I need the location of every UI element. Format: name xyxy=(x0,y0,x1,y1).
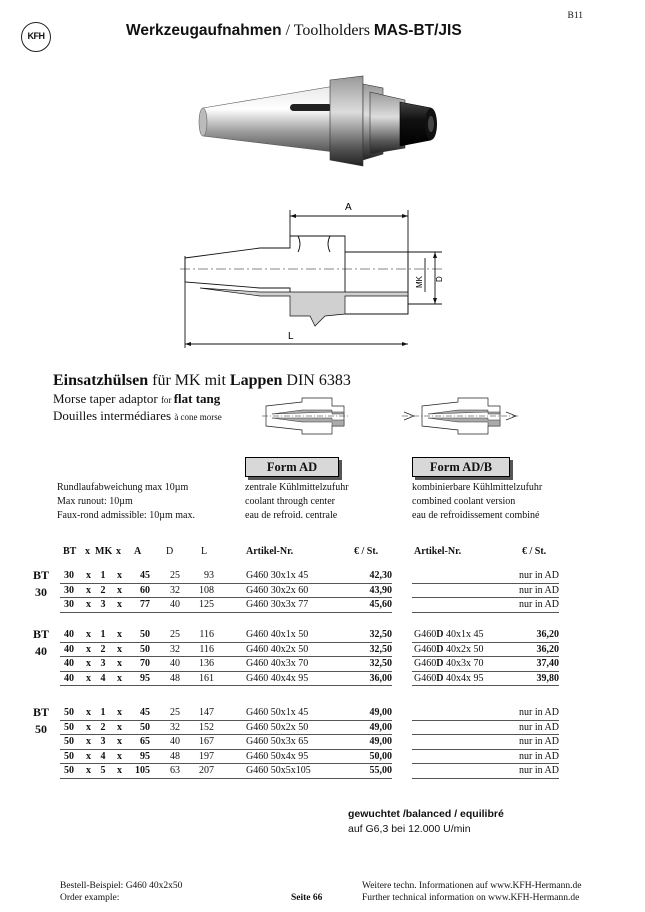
cell-d: 40 xyxy=(170,658,180,670)
cell-a: 95 xyxy=(140,672,150,684)
row-rule xyxy=(335,778,392,779)
cell-mk: 3 xyxy=(100,736,106,748)
row-rule xyxy=(60,778,335,779)
cell-article: G460 50x1x 45 xyxy=(246,707,309,718)
article-2-prefix: G460 xyxy=(414,629,437,640)
dim-l-label: L xyxy=(288,331,294,342)
table-row xyxy=(0,598,645,612)
table-row xyxy=(0,569,645,583)
cell-x: x xyxy=(86,599,91,611)
cell-price: 49,00 xyxy=(369,721,392,733)
cell-d: 40 xyxy=(170,736,180,748)
cell-bt: 30 xyxy=(64,570,74,581)
cell-l: 108 xyxy=(199,584,214,596)
cell-d: 32 xyxy=(170,721,180,733)
order-example-en: Order example: xyxy=(60,893,120,903)
cell-a: 77 xyxy=(140,599,150,611)
group-label-line1: BT xyxy=(32,705,49,719)
col-header-x1: x xyxy=(85,546,90,557)
dim-mk-label: MK xyxy=(415,276,424,288)
title-en-part2: for xyxy=(160,395,174,405)
cell-price-2: 37,40 xyxy=(536,658,559,670)
cell-price-2: nur in AD xyxy=(519,750,559,762)
dim-d-label: D xyxy=(435,276,444,282)
cell-x: x xyxy=(117,736,122,748)
cell-bt: 40 xyxy=(64,658,74,670)
article-2-variant: D xyxy=(436,629,444,640)
cell-l: 147 xyxy=(199,707,214,718)
group-label-line1: BT xyxy=(32,627,49,641)
cell-x: x xyxy=(86,736,91,748)
cell-l: 207 xyxy=(199,765,214,777)
product-title-fr xyxy=(53,408,222,424)
title-en-part3: flat tang xyxy=(173,391,221,406)
cell-l: 125 xyxy=(199,599,214,611)
further-info-en: Further technical information on www.KFH-Hermann.de xyxy=(362,893,580,903)
cell-price-2: nur in AD xyxy=(519,584,559,596)
group-label-line2: 30 xyxy=(35,585,47,599)
cell-d: 32 xyxy=(170,643,180,655)
col-header-price: € / St. xyxy=(354,546,379,557)
cell-mk: 1 xyxy=(100,629,106,640)
title-fr-part1: Douilles intermédiares xyxy=(53,408,175,423)
col-header-mk: MK xyxy=(95,546,113,557)
form-adb-badge: Form AD/B xyxy=(412,457,510,477)
spec-line: eau de refroid. centrale xyxy=(245,510,338,521)
cell-x: x xyxy=(117,584,122,596)
title-standard: MAS-BT/JIS xyxy=(373,22,462,39)
cell-x: x xyxy=(117,570,122,581)
further-info xyxy=(362,880,581,904)
cell-x: x xyxy=(86,750,91,762)
row-rule xyxy=(60,612,335,613)
balance-spec: auf G6,3 bei 12.000 U/min xyxy=(348,823,471,835)
title-de-part2: für MK mit xyxy=(148,372,230,389)
cell-d: 48 xyxy=(170,750,180,762)
cell-x: x xyxy=(86,584,91,596)
cell-price-2: nur in AD xyxy=(519,736,559,748)
row-rule xyxy=(60,685,335,686)
cell-mk: 1 xyxy=(100,707,106,718)
cell-l: 152 xyxy=(199,721,214,733)
cell-a: 65 xyxy=(140,736,150,748)
cell-bt: 30 xyxy=(64,599,74,611)
cell-a: 50 xyxy=(140,721,150,733)
cell-price: 42,30 xyxy=(369,570,392,581)
cell-article: G460 40x1x 50 xyxy=(246,629,309,640)
cell-x: x xyxy=(117,629,122,640)
cell-price: 50,00 xyxy=(369,750,392,762)
table-row xyxy=(0,628,645,642)
article-2-variant: D xyxy=(436,658,444,670)
cell-mk: 5 xyxy=(100,765,106,777)
product-title-de xyxy=(53,372,351,390)
cell-mk: 2 xyxy=(100,584,106,596)
page-code: B11 xyxy=(567,11,583,21)
title-sep: / xyxy=(281,22,294,39)
cell-x: x xyxy=(117,672,122,684)
cell-a: 105 xyxy=(135,765,150,777)
title-en-part1: Morse taper adaptor xyxy=(53,391,161,406)
cell-article-2 xyxy=(414,672,514,686)
cell-price-2: nur in AD xyxy=(519,765,559,777)
article-2-variant: D xyxy=(436,672,444,684)
page-title xyxy=(126,22,462,40)
article-2-prefix: G460 xyxy=(414,643,437,655)
cell-article: G460 40x3x 70 xyxy=(246,658,309,670)
product-title-en xyxy=(53,391,220,407)
spec-form-ad xyxy=(245,481,349,523)
title-de-part1: Einsatzhülsen xyxy=(53,372,149,389)
col-header-bt: BT xyxy=(63,546,77,557)
cell-x: x xyxy=(86,765,91,777)
cell-x: x xyxy=(117,599,122,611)
toolholder-photo xyxy=(195,66,440,188)
cell-mk: 2 xyxy=(100,721,106,733)
article-2-size: 40x3x 70 xyxy=(443,658,484,670)
cell-a: 50 xyxy=(140,629,150,640)
table-row xyxy=(0,657,645,671)
cell-a: 95 xyxy=(140,750,150,762)
cell-bt: 50 xyxy=(64,736,74,748)
cell-bt: 40 xyxy=(64,643,74,655)
spec-line: zentrale Kühlmittelzufuhr xyxy=(245,482,349,493)
cell-article: G460 30x3x 77 xyxy=(246,599,309,611)
cell-x: x xyxy=(86,629,91,640)
group-label-line2: 40 xyxy=(35,644,47,658)
col-header-d: D xyxy=(166,546,174,557)
cell-price: 32,50 xyxy=(369,643,392,655)
row-rule xyxy=(412,612,559,613)
cell-x: x xyxy=(86,672,91,684)
cell-l: 197 xyxy=(199,750,214,762)
row-rule xyxy=(412,685,559,686)
cell-d: 25 xyxy=(170,707,180,718)
cell-price-2: nur in AD xyxy=(519,707,559,718)
cell-bt: 50 xyxy=(64,707,74,718)
technical-drawing xyxy=(180,196,450,352)
cell-article: G460 50x5x105 xyxy=(246,765,311,777)
cell-mk: 2 xyxy=(100,643,106,655)
cell-d: 32 xyxy=(170,584,180,596)
dim-a-label: A xyxy=(345,202,352,213)
cell-price-2: 36,20 xyxy=(536,643,559,655)
col-header-l: L xyxy=(201,546,208,557)
cell-a: 50 xyxy=(140,643,150,655)
col-header-price-2: € / St. xyxy=(522,546,547,557)
cell-l: 136 xyxy=(199,658,214,670)
cell-x: x xyxy=(86,721,91,733)
cell-price: 32,50 xyxy=(369,629,392,640)
cell-price: 43,90 xyxy=(369,584,392,596)
title-de-part3: Lappen xyxy=(229,372,283,389)
cell-price-2: nur in AD xyxy=(519,721,559,733)
cell-article: G460 30x1x 45 xyxy=(246,570,309,581)
article-2-size: 40x4x 95 xyxy=(443,672,484,684)
cell-a: 45 xyxy=(140,707,150,718)
cell-l: 116 xyxy=(199,629,214,640)
cell-article: G460 40x4x 95 xyxy=(246,672,309,684)
company-logo: KFH xyxy=(21,22,51,52)
cell-d: 48 xyxy=(170,672,180,684)
title-fr-part2: à cone morse xyxy=(174,412,222,422)
cell-price: 49,00 xyxy=(369,736,392,748)
spec-line: Max runout: 10µm xyxy=(57,496,133,507)
col-header-a: A xyxy=(134,546,142,557)
cell-bt: 40 xyxy=(64,672,74,684)
table-row xyxy=(0,643,645,657)
cell-x: x xyxy=(86,643,91,655)
cell-article: G460 50x4x 95 xyxy=(246,750,309,762)
cell-article: G460 40x2x 50 xyxy=(246,643,309,655)
cell-mk: 3 xyxy=(100,599,106,611)
article-2-variant: D xyxy=(436,643,444,655)
table-row xyxy=(0,721,645,735)
cell-article: G460 50x3x 65 xyxy=(246,736,309,748)
order-example-de: Bestell-Beispiel: G460 40x2x50 xyxy=(60,881,183,891)
cell-x: x xyxy=(117,707,122,718)
cell-bt: 30 xyxy=(64,584,74,596)
page-number: Seite 66 xyxy=(291,893,323,903)
cell-mk: 4 xyxy=(100,750,106,762)
cell-a: 45 xyxy=(140,570,150,581)
spec-line: combined coolant version xyxy=(412,496,516,507)
spec-line: Faux-rond admissible: 10µm max. xyxy=(57,510,195,521)
table-row xyxy=(0,764,645,778)
col-header-article-2: Artikel-Nr. xyxy=(414,546,462,557)
cell-x: x xyxy=(117,765,122,777)
further-info-de: Weitere techn. Informationen auf www.KFH-Hermann.de xyxy=(362,881,582,891)
cell-price: 49,00 xyxy=(369,707,392,718)
row-rule xyxy=(412,778,559,779)
table-row xyxy=(0,672,645,686)
cell-article-2 xyxy=(414,628,514,642)
cell-mk: 4 xyxy=(100,672,106,684)
spec-line: Rundlaufabweichung max 10µm xyxy=(57,482,189,493)
cell-x: x xyxy=(117,658,122,670)
spec-line: kombinierbare Kühlmittelzufuhr xyxy=(412,482,543,493)
table-row xyxy=(0,735,645,749)
cell-price-2: 39,80 xyxy=(536,672,559,684)
cell-price: 36,00 xyxy=(369,672,392,684)
cell-article-2 xyxy=(414,657,514,671)
cell-x: x xyxy=(86,707,91,718)
table-row xyxy=(0,750,645,764)
table-row xyxy=(0,706,645,720)
cell-article: G460 30x2x 60 xyxy=(246,584,309,596)
form-ad-badge: Form AD xyxy=(245,457,339,477)
cell-bt: 50 xyxy=(64,750,74,762)
cell-price-2: 36,20 xyxy=(536,629,559,640)
cell-bt: 50 xyxy=(64,765,74,777)
cell-l: 161 xyxy=(199,672,214,684)
cell-price: 45,60 xyxy=(369,599,392,611)
cell-l: 116 xyxy=(199,643,214,655)
cell-mk: 3 xyxy=(100,658,106,670)
spec-line: coolant through center xyxy=(245,496,335,507)
row-rule xyxy=(335,685,392,686)
col-header-article: Artikel-Nr. xyxy=(246,546,294,557)
cell-article-2 xyxy=(414,643,514,657)
article-2-prefix: G460 xyxy=(414,672,437,684)
title-de: Werkzeugaufnahmen xyxy=(126,22,282,39)
order-example xyxy=(60,880,182,904)
cell-bt: 50 xyxy=(64,721,74,733)
cell-x: x xyxy=(117,643,122,655)
cell-x: x xyxy=(117,750,122,762)
group-label-line2: 50 xyxy=(35,722,47,736)
title-de-part4: DIN 6383 xyxy=(282,372,351,389)
balance-note: gewuchtet /balanced / equilibré xyxy=(348,808,504,820)
form-adb-drawing xyxy=(400,392,520,440)
cell-a: 60 xyxy=(140,584,150,596)
col-header-x2: x xyxy=(116,546,121,557)
cell-price-2: nur in AD xyxy=(519,599,559,611)
spec-form-adb xyxy=(412,481,542,523)
group-label-line1: BT xyxy=(32,568,49,582)
cell-price-2: nur in AD xyxy=(519,570,559,581)
title-en: Toolholders xyxy=(293,22,370,39)
cell-l: 93 xyxy=(204,570,214,581)
cell-d: 25 xyxy=(170,570,180,581)
cell-d: 63 xyxy=(170,765,180,777)
cell-d: 40 xyxy=(170,599,180,611)
cell-price: 32,50 xyxy=(369,658,392,670)
cell-d: 25 xyxy=(170,629,180,640)
article-2-size: 40x1x 45 xyxy=(443,629,484,640)
table-row xyxy=(0,584,645,598)
cell-article: G460 50x2x 50 xyxy=(246,721,309,733)
cell-x: x xyxy=(86,658,91,670)
cell-x: x xyxy=(86,570,91,581)
form-ad-drawing xyxy=(262,392,352,440)
cell-mk: 1 xyxy=(100,570,106,581)
cell-a: 70 xyxy=(140,658,150,670)
cell-price: 55,00 xyxy=(369,765,392,777)
spec-runout xyxy=(57,481,195,523)
cell-x: x xyxy=(117,721,122,733)
article-2-size: 40x2x 50 xyxy=(443,643,484,655)
cell-l: 167 xyxy=(199,736,214,748)
row-rule xyxy=(335,612,392,613)
spec-line: eau de refroidissement combiné xyxy=(412,510,540,521)
cell-bt: 40 xyxy=(64,629,74,640)
article-2-prefix: G460 xyxy=(414,658,437,670)
